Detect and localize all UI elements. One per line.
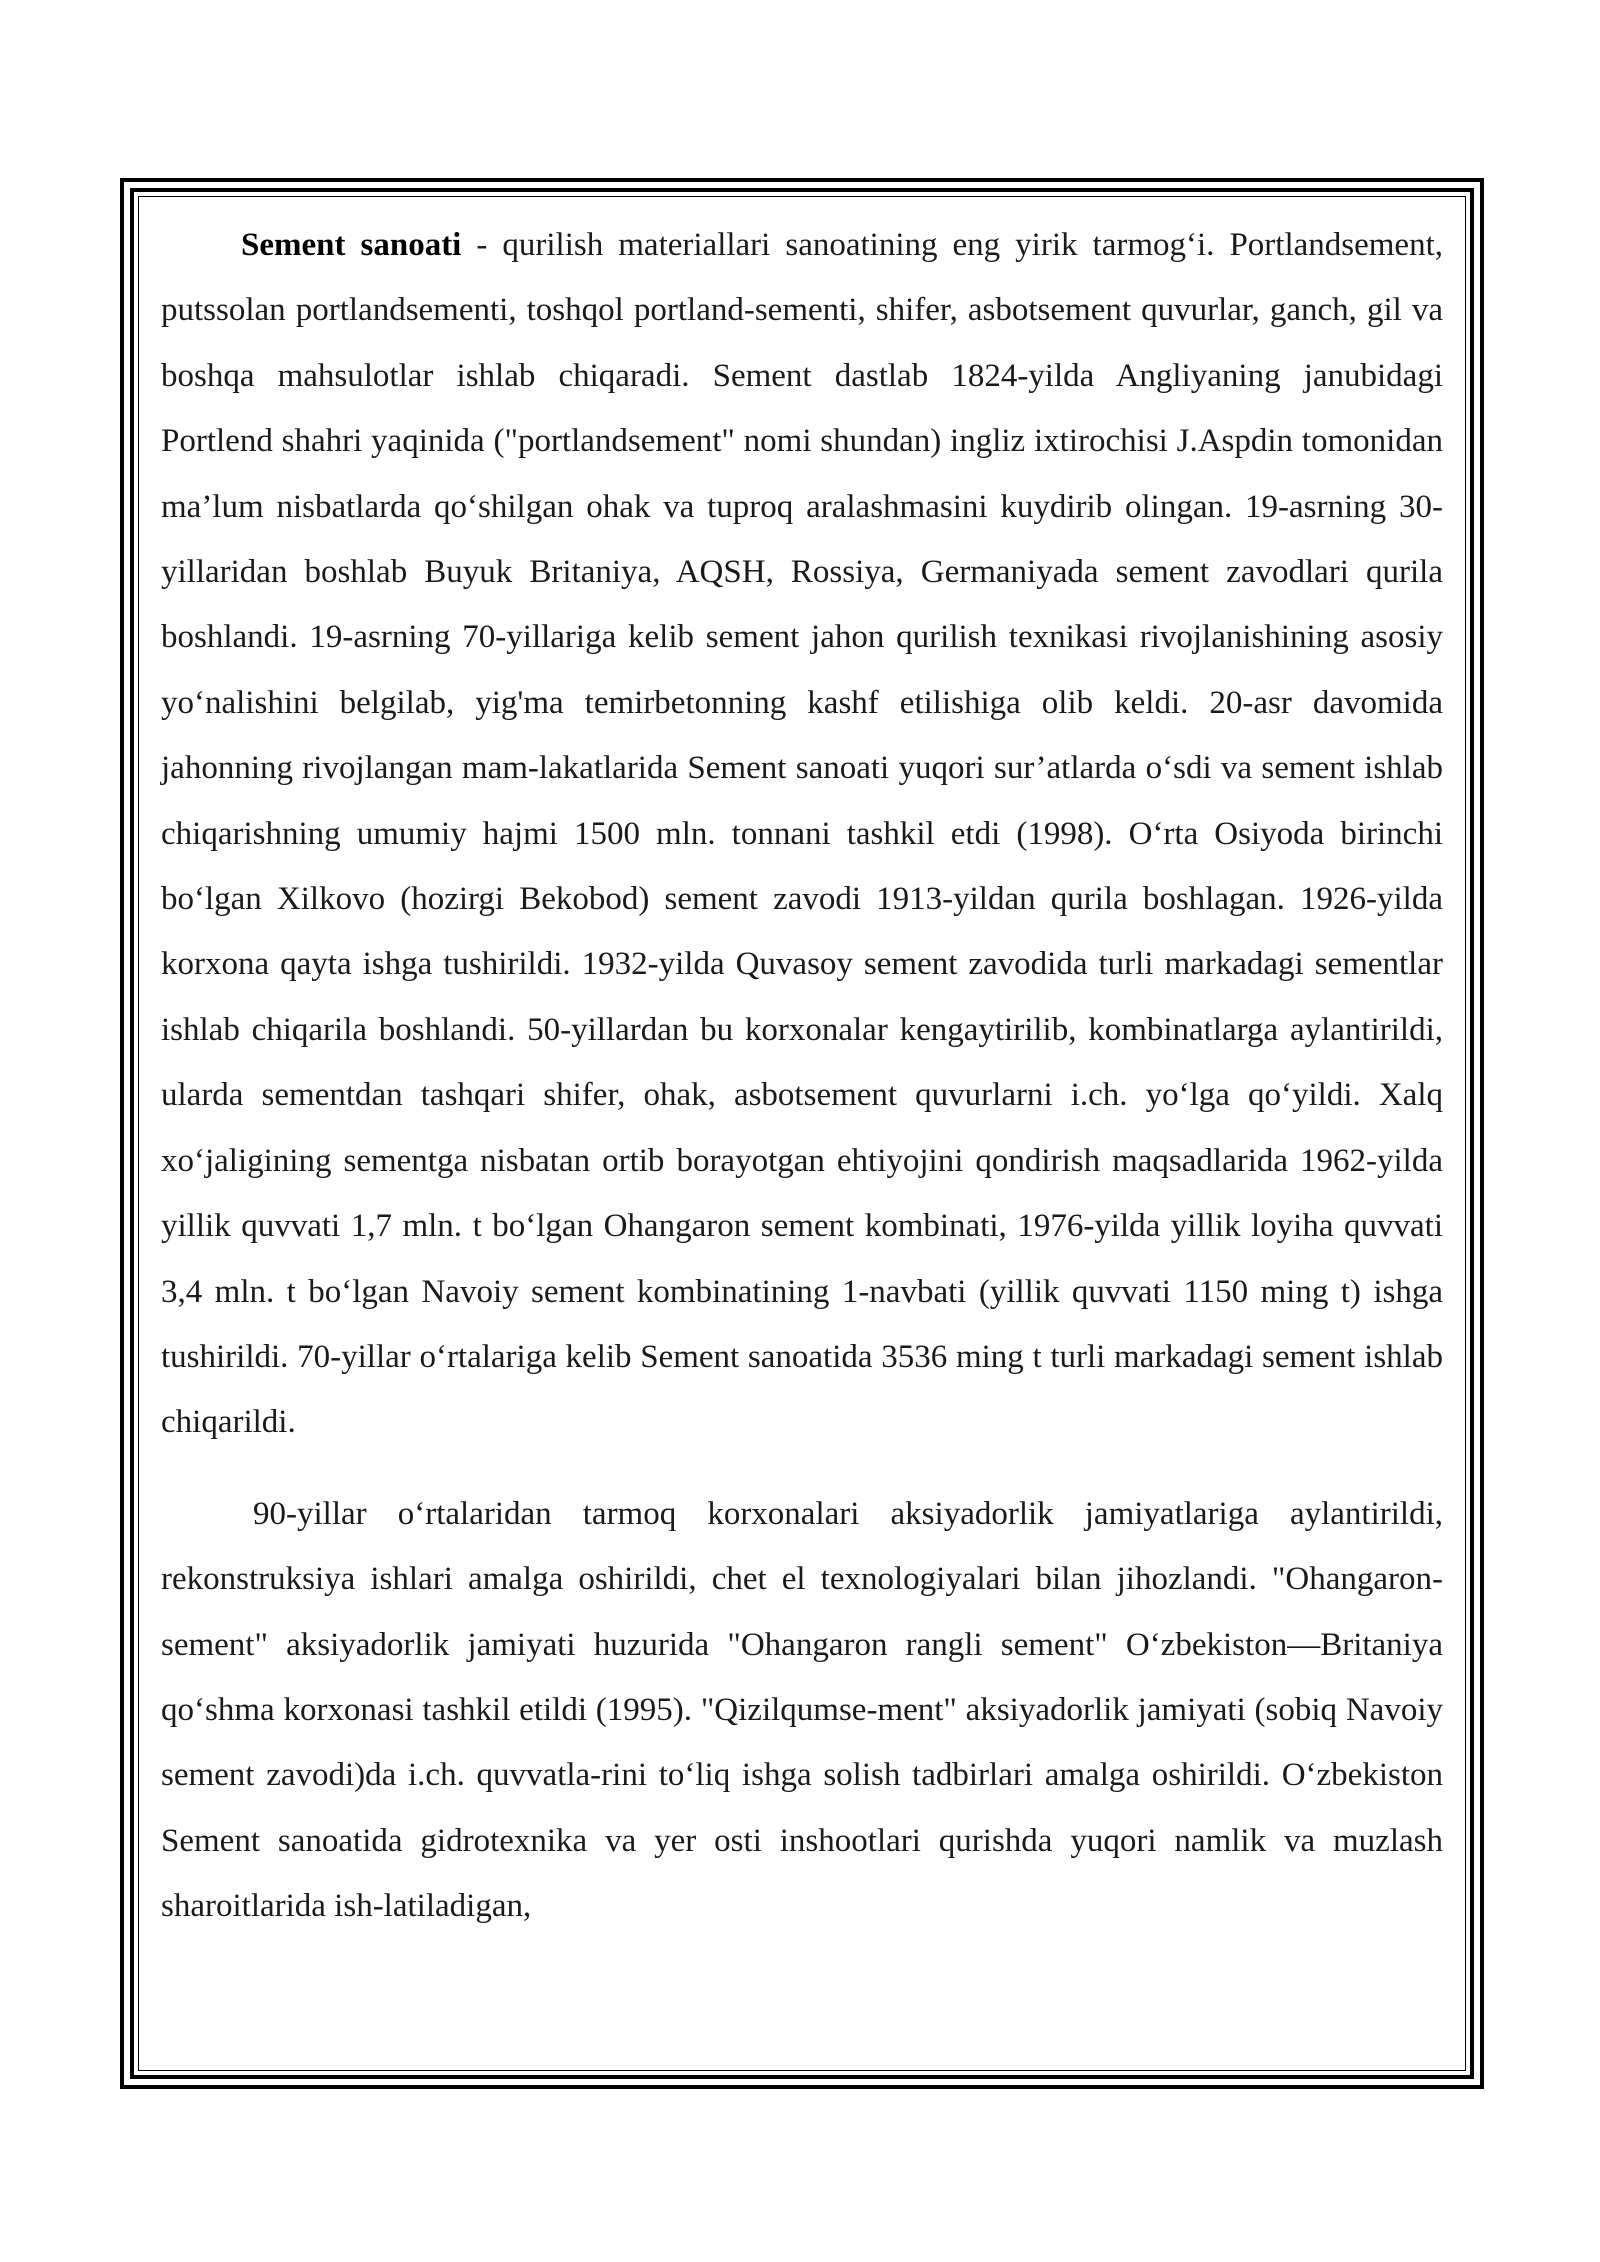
page-content <box>138 196 1466 2071</box>
term-heading: Sement sanoati <box>241 227 462 263</box>
paragraph-2 <box>161 1482 1443 1940</box>
paragraph-1 <box>161 213 1443 1456</box>
paragraph-1-text: - qurilish materiallari sanoatining eng yirik tarmog‘i. Portlandsement, putssolan portlandsementi, toshqol portland-sementi, shifer, asbotsement quvurlar, ganch, gil va boshqa mahsulotlar ishlab chiqaradi. Sement dastlab 1824-yilda Angliyaning janubidagi Portlend shahri yaqinida ("portlandsement" nomi shundan) ingliz ixtirochisi J.Aspdin tomonidan ma’lum nisbatlarda qo‘shilgan ohak va tuproq aralashmasini kuydirib olingan. 19-asrning 30-yillaridan boshlab Buyuk Britaniya, AQSH, Rossiya, Germaniyada sement zavodlari qurila boshlandi. 19-asrning 70-yillariga kelib sement jahon qurilish texnikasi rivojlanishining asosiy yo‘nalishini belgilab, yig'ma temirbetonning kashf etilishiga olib keldi. 20-asr davomida jahonning rivojlangan mam-lakatlarida Sement sanoati yuqori sur’atlarda o‘sdi va sement ishlab chiqarishning umumiy hajmi 1500 mln. tonnani tashkil etdi (1998). O‘rta Osiyoda birinchi bo‘lgan Xilkovo (hozirgi Bekobod) sement zavodi 1913-yildan qurila boshlagan. 1926-yilda korxona qayta ishga tushirildi. 1932-yilda Quvasoy sement zavodida turli markadagi sementlar ishlab chiqarila boshlandi. 50-yillardan bu korxonalar kengaytirilib, kombinatlarga aylantirildi, ularda sementdan tashqari shifer, ohak, asbotsement quvurlarni i.ch. yo‘lga qo‘yildi. Xalq xo‘jaligining sementga nisbatan ortib borayotgan ehtiyojini qondirish maqsadlarida 1962-yilda yillik quvvati 1,7 mln. t bo‘lgan Ohangaron sement kombinati, 1976-yilda yillik loyiha quvvati 3,4 mln. t bo‘lgan Navoiy sement kombinatining 1-navbati (yillik quvvati 1150 ming t) ishga tushirildi. 70-yillar o‘rtalariga kelib Sement sanoatida 3536 ming t turli markadagi sement ishlab chiqarildi. <box>161 227 1443 1441</box>
page-border-inner <box>130 188 1474 2079</box>
paragraph-2-text: 90-yillar o‘rtalaridan tarmoq korxonalari aksiyadorlik jamiyatlariga aylantirildi, rekonstruksiya ishlari amalga oshirildi, chet el texnologiyalari bilan jihozlandi. "Ohangaron-sement" aksiyadorlik jamiyati huzurida "Ohangaron rangli sement" O‘zbekiston—Britaniya qo‘shma korxonasi tashkil etildi (1995). "Qizilqumse-ment" aksiyadorlik jamiyati (sobiq Navoiy sement zavodi)da i.ch. quvvatla-rini to‘liq ishga solish tadbirlari amalga oshirildi. O‘zbekiston Sement sanoatida gidrotexnika va yer osti inshootlari qurishda yuqori namlik va muzlash sharoitlarida ish-latiladigan, <box>161 1495 1443 1925</box>
page-border-outer <box>120 178 1484 2089</box>
